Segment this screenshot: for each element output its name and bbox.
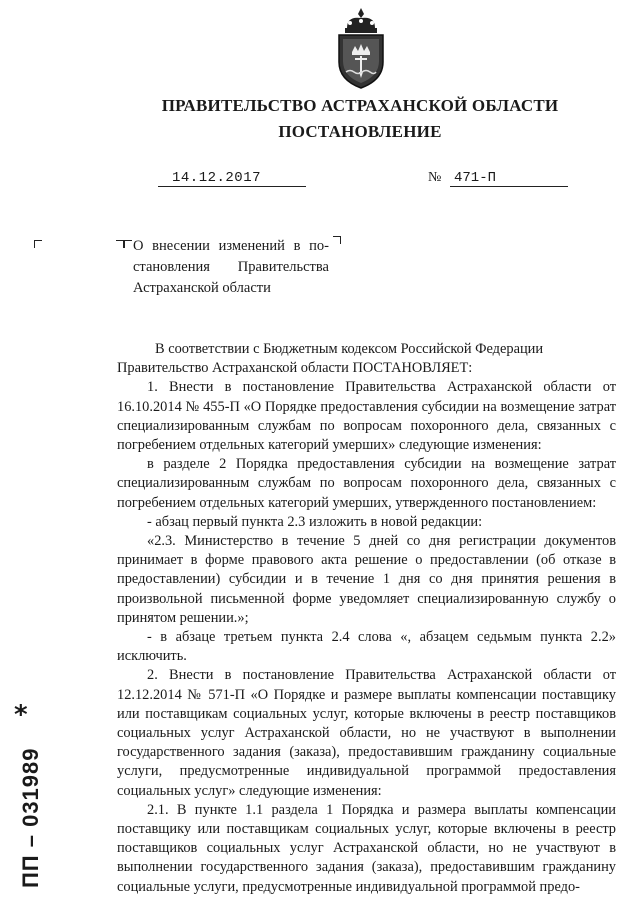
paragraph-resolves: Правительство Астраханской области ПОСТАНОВЛЯЕТ: [117, 360, 473, 377]
decree-body [117, 340, 616, 897]
number-sign: № [428, 170, 442, 185]
paragraph-item-1-clause-b: - в абзаце третьем пункта 2.4 слова «, абзацем седьмым пункта 2.2» исключить. [117, 629, 616, 665]
date-number-row [150, 170, 570, 192]
document-type-heading: ПОСТАНОВЛЕНИЕ [278, 122, 442, 141]
margin-serial-stamp: ПП – 031989 [18, 747, 43, 888]
paragraph-item-2-1: 2.1. В пункте 1.1 раздела 1 Порядка и размера выплаты компенсации поставщику или поставщикам социальных услуг, которые включены в реестр поставщиков социальных услуг Астраханской области, но не участвуют в выполнении государственного задания (заказа), предоставившим гражданину социальные услуги, предусмотренные индивидуальной программой предо- [117, 801, 616, 895]
paragraph-item-2: 2. Внести в постановление Правительства Астраханской области от 12.12.2014 № 571-П «О Порядке и размере выплаты компенсации поставщику или поставщикам социальных услуг, которые включены в реестр поставщиков социальных услуг Астраханской области, но не участвуют в выполнении государственного задания (заказа), предоставившим гражданину социальные услуги, предусмотренные индивидуальной программой предоставления социальных услуг» следующие изменения: [117, 667, 616, 799]
corner-mark-mid-left [124, 240, 132, 248]
corner-mark-left [34, 240, 42, 248]
subject-line-3: Астраханской области [133, 280, 271, 296]
margin-star-mark: * [14, 700, 28, 730]
government-heading: ПРАВИТЕЛЬСТВО АСТРАХАНСКОЙ ОБЛАСТИ [161, 96, 559, 115]
decree-subject [133, 236, 329, 299]
decree-date: 14.12.2017 [158, 170, 306, 187]
corner-mark-mid-right [116, 240, 124, 248]
paragraph-item-1-clause-a: - абзац первый пункта 2.3 изложить в новой редакции: [147, 513, 483, 530]
subject-line-1: О внесении изменений в по- [133, 238, 329, 254]
paragraph-preamble: В соответствии с Бюджетным кодексом Российской Федерации [155, 341, 544, 357]
paragraph-item-1: 1. Внести в постановление Правительства Астраханской области от 16.10.2014 № 455-П «О Порядке предоставления субсидии на возмещение затрат специализированным службам по вопросам похоронного дела, связанных с погребением отдельных категорий умерших» следующие изменения: [117, 379, 616, 454]
paragraph-item-1-clause-text: «2.3. Министерство в течение 5 дней со дня регистрации документов принимает в форме правового акта решение о предоставлении (об отказе в предоставлении) субсидии и в течение 1 дня со дня принятия решения в произвольной письменной форме уведомляет специализированную службу о принятом решении.»; [117, 533, 616, 626]
subject-line-2: становления Правительства [133, 259, 329, 275]
paragraph-item-1-section: в разделе 2 Порядка предоставления субсидии на возмещение затрат специализированным службам по вопросам похоронного дела, связанных с погребением отдельных категорий умерших, утвержденного постановлением: [117, 456, 616, 511]
corner-mark-right [333, 236, 341, 244]
decree-number: 471-П [450, 170, 568, 187]
coat-of-arms-emblem [333, 6, 389, 90]
